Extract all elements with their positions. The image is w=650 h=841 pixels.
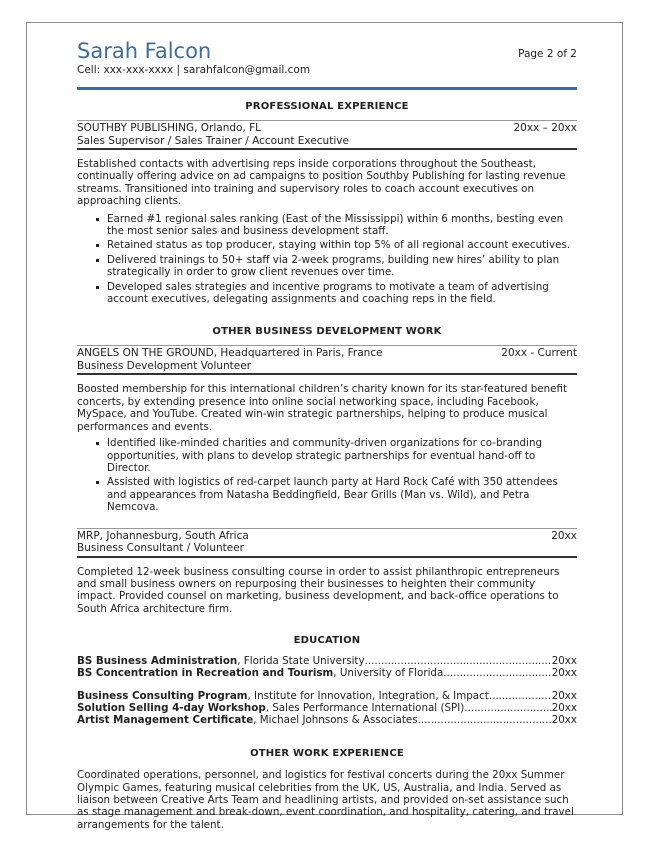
job-dates: 20xx [551, 529, 577, 542]
certificate-name: Artist Management Certificate [77, 714, 254, 727]
job-header-angels [77, 345, 577, 375]
employer-name: SOUTHBY PUBLISHING, Orlando, FL [77, 122, 262, 134]
certificate-name: Business Consulting Program [77, 690, 248, 703]
list-item: Developed sales strategies and incentive programs to motivate a team of advertising account executives, delegating assignments and coaching reps in the field. [77, 281, 577, 306]
job-role: Business Development Volunteer [77, 359, 252, 372]
institution-name: , Michael Johnsons & Associates [253, 714, 418, 727]
other-work-summary: Coordinated operations, personnel, and logistics for festival concerts during the 20xx Summer Olympic Games, featuring musical celebrities from the UK, US, Australia, and India. Served as liaison between Creative Arts Team and headlining artists, and provided on-set assistance such as stage management and break-down, event coordination, and hospitality, catering, and travel arrangements for the talent. [77, 769, 574, 831]
dot-leader [365, 655, 552, 667]
header-divider [77, 87, 577, 90]
job-dates: 20xx – 20xx [513, 122, 577, 134]
dot-leader [489, 690, 552, 702]
job-summary: Completed 12-week business consulting course in order to assist philanthropic entrepreneurs and small business owners on repurposing their businesses to heighten their community impact. Provided counsel on marketing, business development, and back-office operations to South Africa architecture firm. [77, 565, 560, 615]
resume-page [26, 22, 623, 831]
job-summary: Established contacts with advertising reps inside corporations throughout the Southeast, continually offering advice on ad campaigns to position Southby Publishing for lasting revenue streams. Transitioned into training and supervisory roles to coach account executives on approaching clients. [77, 158, 566, 208]
job-header-southby [77, 120, 577, 150]
page-content [77, 39, 577, 831]
dot-leader [464, 702, 551, 714]
degree-year: 20xx [551, 667, 577, 680]
list-item [77, 690, 577, 702]
institution-name: , Institute for Innovation, Integration, & Impact [247, 690, 489, 703]
list-item: Identified like-minded charities and community-driven organizations for co-branding opportunities, with plans to develop strategic partnerships for eventual hand-off to Director. [77, 437, 577, 474]
employer-name: ANGELS ON THE GROUND, Headquartered in Paris, France [77, 347, 383, 360]
certificate-name: Solution Selling 4-day Workshop [77, 702, 266, 715]
other-business-heading: OTHER BUSINESS DEVELOPMENT WORK [212, 326, 442, 338]
job-role: Business Consultant / Volunteer [77, 542, 245, 555]
certificate-year: 20xx [551, 702, 577, 715]
degree-name: BS Concentration in Recreation and Tourism [77, 667, 334, 680]
education-heading: EDUCATION [293, 635, 361, 647]
contact-line: Cell: xxx-xxx-xxxx | sarahfalcon@gmail.com [77, 64, 311, 76]
list-item: Earned #1 regional sales ranking (East of the Mississippi) within 6 months, besting even the most senior sales and business development staff. [77, 213, 577, 238]
dot-leader [443, 667, 551, 679]
school-name: , Florida State University [237, 655, 365, 668]
professional-experience-heading: PROFESSIONAL EXPERIENCE [245, 101, 409, 112]
list-item [77, 702, 577, 714]
school-name: , University of Florida [333, 667, 444, 680]
list-item [77, 655, 577, 667]
certificate-year: 20xx [551, 690, 577, 703]
resume-header [77, 39, 577, 90]
job-summary: Boosted membership for this international children’s charity known for its star-featured benefit concerts, by extending presence into online social networking space, including Facebook, MySpace, and YouTube. Created win-win strategic partnerships, helping to produce musical performances and events. [77, 383, 568, 433]
degree-name: BS Business Administration [77, 655, 238, 668]
institution-name: , Sales Performance International (SPI) [265, 702, 465, 715]
job-dates: 20xx - Current [501, 347, 577, 360]
dot-leader [418, 714, 552, 726]
page-number: Page 2 of 2 [518, 48, 577, 60]
employer-name: MRP, Johannesburg, South Africa [77, 529, 249, 542]
degree-list [77, 655, 577, 679]
list-item: Retained status as top producer, staying within top 5% of all regional account executives. [77, 239, 577, 251]
list-item: Assisted with logistics of red-carpet launch party at Hard Rock Café with 350 attendees and appearances from Natasha Beddingfield, Bear Grills (Man vs. Wild), and Petra Nemcova. [77, 476, 577, 513]
list-item [77, 714, 577, 726]
job-role: Sales Supervisor / Sales Trainer / Account Executive [77, 134, 349, 147]
list-item [77, 667, 577, 679]
achievement-list [77, 213, 577, 306]
achievement-list [77, 437, 577, 513]
list-item: Delivered trainings to 50+ staff via 2-week programs, building new hires’ ability to plan strategically in order to grow client revenues over time. [77, 254, 577, 279]
other-work-heading: OTHER WORK EXPERIENCE [250, 748, 404, 760]
candidate-name: Sarah Falcon [77, 39, 212, 63]
certificate-list [77, 690, 577, 726]
degree-year: 20xx [551, 655, 577, 668]
certificate-year: 20xx [551, 714, 577, 727]
job-header-mrp [77, 528, 577, 558]
